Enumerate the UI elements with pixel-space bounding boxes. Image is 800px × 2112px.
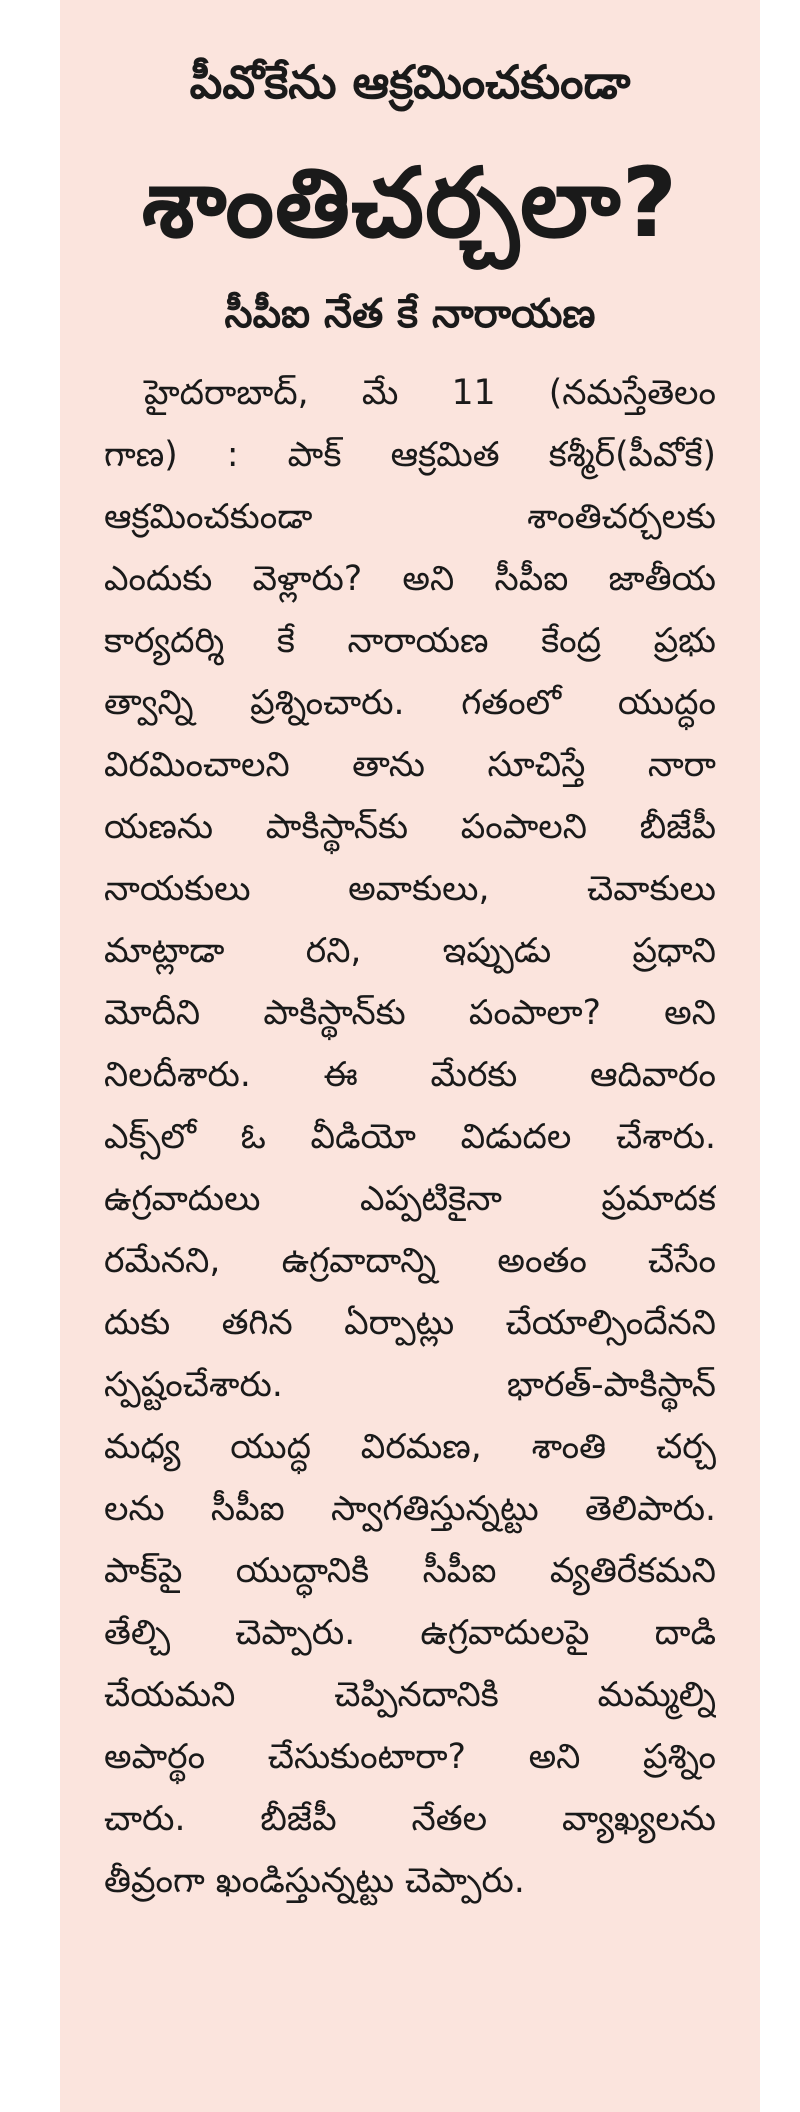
article-body-line: అపార్థం చేసుకుంటారా? అని ప్రశ్నిం — [104, 1737, 716, 1777]
article-body-line: యణను పాకిస్థాన్‌కు పంపాలని బీజేపీ — [104, 807, 716, 847]
article-body-line: స్పష్టంచేశారు. భారత్-పాకిస్థాన్ — [104, 1365, 716, 1405]
article-body-line: రమేనని, ఉగ్రవాదాన్ని అంతం చేసేం — [104, 1241, 716, 1281]
article-body-line: దుకు తగిన ఏర్పాట్లు చేయాల్సిందేనని — [104, 1303, 716, 1343]
article-body-line: విరమించాలని తాను సూచిస్తే నారా — [104, 745, 716, 785]
article-body-line: మధ్య యుద్ధ విరమణ, శాంతి చర్చ — [104, 1427, 716, 1467]
article-headline: శాంతిచర్చలా? — [141, 147, 679, 259]
article-body-line: మాట్లాడా రని, ఇప్పుడు ప్రధాని — [104, 931, 716, 971]
article-byline: సీపీఐ నేత కే నారాయణ — [224, 291, 596, 337]
article-body-line: ఎక్స్‌లో ఓ వీడియో విడుదల చేశారు. — [104, 1117, 716, 1157]
article-body-line: ఉగ్రవాదులు ఎప్పటికైనా ప్రమాదక — [104, 1179, 716, 1219]
article-body-line: మోదీని పాకిస్థాన్‌కు పంపాలా? అని — [104, 993, 716, 1033]
article-body — [104, 362, 716, 1912]
newspaper-clipping — [60, 0, 760, 2112]
article-body-line: త్వాన్ని ప్రశ్నించారు. గతంలో యుద్ధం — [104, 683, 716, 723]
article-body-line: కార్యదర్శి కే నారాయణ కేంద్ర ప్రభు — [104, 621, 716, 661]
article-body-line: లను సీపీఐ స్వాగతిస్తున్నట్టు తెలిపారు. — [104, 1489, 716, 1529]
article-body-line: గాణ) : పాక్ ఆక్రమిత కశ్మీర్(పీవోకే) — [104, 435, 716, 475]
article-body-line: తేల్చి చెప్పారు. ఉగ్రవాదులపై దాడి — [104, 1613, 716, 1653]
article-body-line: నిలదీశారు. ఈ మేరకు ఆదివారం — [104, 1055, 716, 1095]
article-body-line: నాయకులు అవాకులు, చెవాకులు — [104, 869, 716, 909]
article-body-line: హైదరాబాద్, మే 11 (నమస్తేతెలం — [144, 373, 716, 413]
article-kicker: పీవోకేను ఆక్రమించకుండా — [189, 55, 631, 109]
article-body-line: ఎందుకు వెళ్లారు? అని సీపీఐ జాతీయ — [104, 559, 716, 599]
article-body-line: చారు. బీజేపీ నేతల వ్యాఖ్యలను — [104, 1799, 716, 1839]
article-body-line: తీవ్రంగా ఖండిస్తున్నట్టు చెప్పారు. — [104, 1861, 525, 1901]
article-body-line: ఆక్రమించకుండా శాంతిచర్చలకు — [104, 497, 716, 537]
article-body-line: పాక్‌పై యుద్ధానికి సీపీఐ వ్యతిరేకమని — [104, 1551, 716, 1591]
article-body-line: చేయమని చెప్పినదానికి మమ్మల్ని — [104, 1675, 716, 1715]
